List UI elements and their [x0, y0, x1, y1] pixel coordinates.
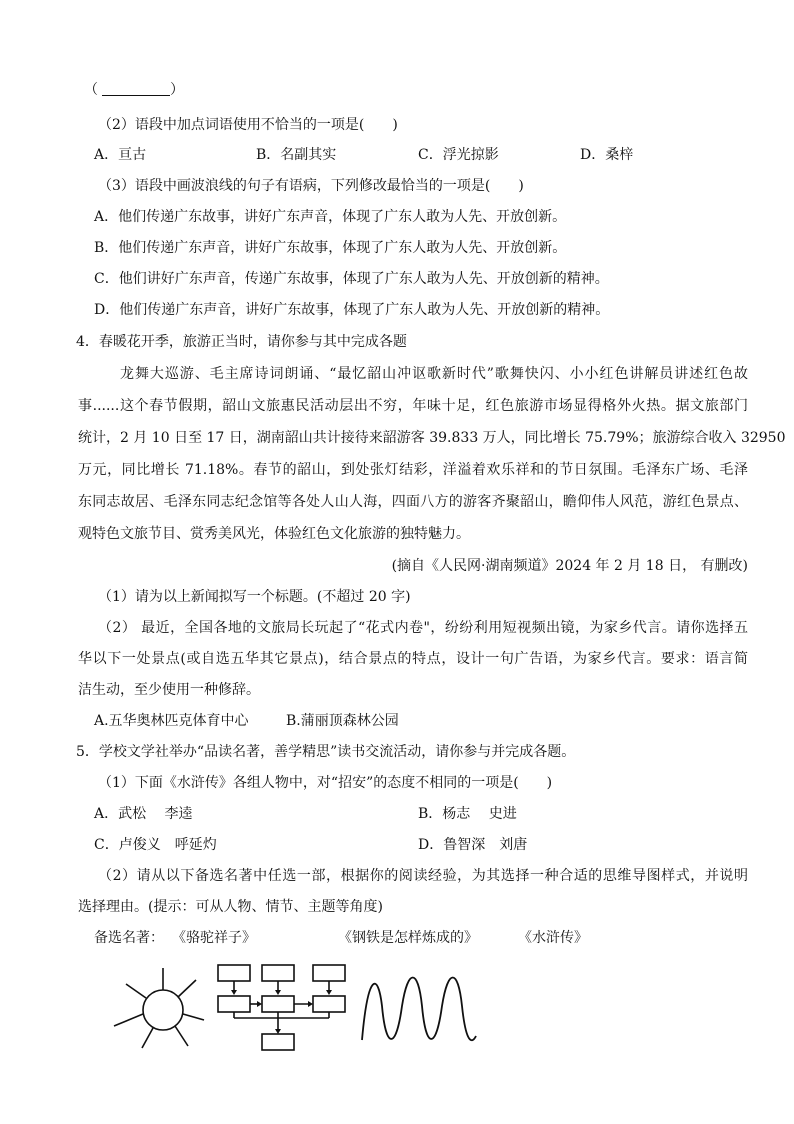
flow-box — [218, 965, 250, 981]
book-option-1: 《骆驼祥子》 — [172, 930, 256, 946]
q3-sub2-option-d[interactable]: D．桑梓 — [580, 147, 634, 163]
q4-source: (摘自《人民网·湖南频道》2024 年 2 月 18 日， 有删改) — [391, 558, 748, 574]
q3-sub3-stem: （3）语段中画波浪线的句子有语病，下列修改最恰当的一项是( ) — [98, 178, 524, 194]
q4-passage-line-2: 事......这个春节假期，韶山文旅惠民活动层出不穷，年味十足，红色旅游市场显得格外火热。据文旅部门 — [78, 398, 748, 414]
q3-sub3-option-c[interactable]: C．他们讲好广东声音，传递广东故事，体现了广东人敢为人先、开放创新的精神。 — [94, 271, 609, 287]
q3-sub2-stem: （2）语段中加点词语使用不恰当的一项是( ) — [98, 117, 398, 133]
q4-passage-line-6: 观特色文旅节目、赏秀美风光，体验红色文化旅游的独特魅力。 — [78, 526, 470, 542]
q4-sub2-line-1: （2） 最近，全国各地的文旅局长玩起了“花式内卷"，纷纷利用短视频出镜，为家乡代言。请你选择五 — [98, 620, 748, 636]
q4-passage-line-5: 东同志故居、毛泽东同志纪念馆等各处人山人海，四面八方的游客齐聚韶山，瞻仰伟人风范，游红色景点、 — [78, 494, 748, 510]
flow-box — [313, 965, 345, 981]
paren-open: （ — [84, 82, 98, 98]
q5-sub1-option-d[interactable]: D．鲁智深 刘唐 — [418, 837, 528, 853]
flow-box — [262, 996, 294, 1012]
books-label: 备选名著： — [94, 930, 164, 946]
wave-line — [362, 978, 476, 1041]
wave-curve-diagram — [358, 962, 480, 1054]
flow-box — [262, 1034, 294, 1050]
q4-title: 4．春暖花开季，旅游正当时，请你参与其中完成各题 — [76, 334, 407, 350]
answer-blank-line — [84, 80, 184, 100]
q5-title: 5．学校文学社举办“品读名著，善学精思”读书交流活动，请你参与并完成各题。 — [76, 744, 576, 760]
q4-spot-a[interactable]: A.五华奥林匹克体育中心 — [94, 713, 249, 729]
q5-sub2-line-1: （2）请从以下备选名著中任选一部，根据你的阅读经验，为其选择一种合适的思维导图样式，并说明 — [98, 868, 748, 884]
q4-sub2-line-3: 洁生动，至少使用一种修辞。 — [78, 682, 260, 698]
answer-blank[interactable] — [102, 81, 170, 96]
paren-close: ） — [170, 82, 184, 98]
book-option-3: 《水浒传》 — [518, 930, 588, 946]
flow-chart-diagram — [212, 962, 354, 1054]
bubble-center — [143, 990, 183, 1030]
flow-box — [218, 996, 250, 1012]
q5-sub1-option-c[interactable]: C．卢俊义 呼延灼 — [94, 837, 217, 853]
q4-sub1: （1）请为以上新闻拟写一个标题。(不超过 20 字) — [98, 589, 411, 605]
q4-passage-line-3: 统计，2 月 10 日至 17 日，湖南韶山共计接待来韶游客 39.833 万人，同比增长 75.79%；旅游综合收入 32950 — [78, 430, 786, 446]
q5-sub2-line-2: 选择理由。(提示：可从人物、情节、主题等角度) — [78, 899, 383, 915]
q3-sub2-option-a[interactable]: A．亘古 — [94, 147, 147, 163]
book-option-2: 《钢铁是怎样炼成的》 — [338, 930, 478, 946]
q4-spot-b[interactable]: B.蒲丽顶森林公园 — [286, 713, 399, 729]
q4-sub2-line-2: 华以下一处景点(或自选五华其它景点)，结合景点的特点，设计一句广告语，为家乡代言。要求：语言简 — [78, 651, 748, 667]
q5-sub1-option-b[interactable]: B．杨志 史进 — [418, 806, 517, 822]
flow-box — [313, 996, 345, 1012]
q3-sub2-option-c[interactable]: C．浮光掠影 — [418, 147, 499, 163]
q4-passage-line-4: 万元，同比增长 71.18%。春节的韶山，到处张灯结彩，洋溢着欢乐祥和的节日氛围。毛泽东广场、毛泽 — [78, 462, 748, 478]
bubble-map-diagram — [108, 962, 208, 1054]
q4-passage-line-1: 龙舞大巡游、毛主席诗词朗诵、“最忆韶山冲讴歌新时代”歌舞快闪、小小红色讲解员讲述红色故 — [120, 366, 748, 382]
q3-sub3-option-d[interactable]: D．他们传递广东声音，讲好广东故事，体现了广东人敢为人先、开放创新的精神。 — [94, 302, 610, 318]
q5-sub1-stem: （1）下面《水浒传》各组人物中，对“招安”的态度不相同的一项是( ) — [98, 775, 553, 791]
q3-sub3-option-b[interactable]: B．他们传递广东声音，讲好广东故事，体现了广东人敢为人先、开放创新。 — [94, 240, 567, 256]
flow-box — [262, 965, 294, 981]
q3-sub2-option-b[interactable]: B．名副其实 — [256, 147, 337, 163]
q3-sub3-option-a[interactable]: A．他们传递广东故事，讲好广东声音，体现了广东人敢为人先、开放创新。 — [94, 209, 567, 225]
q5-sub1-option-a[interactable]: A．武松 李逵 — [94, 806, 193, 822]
